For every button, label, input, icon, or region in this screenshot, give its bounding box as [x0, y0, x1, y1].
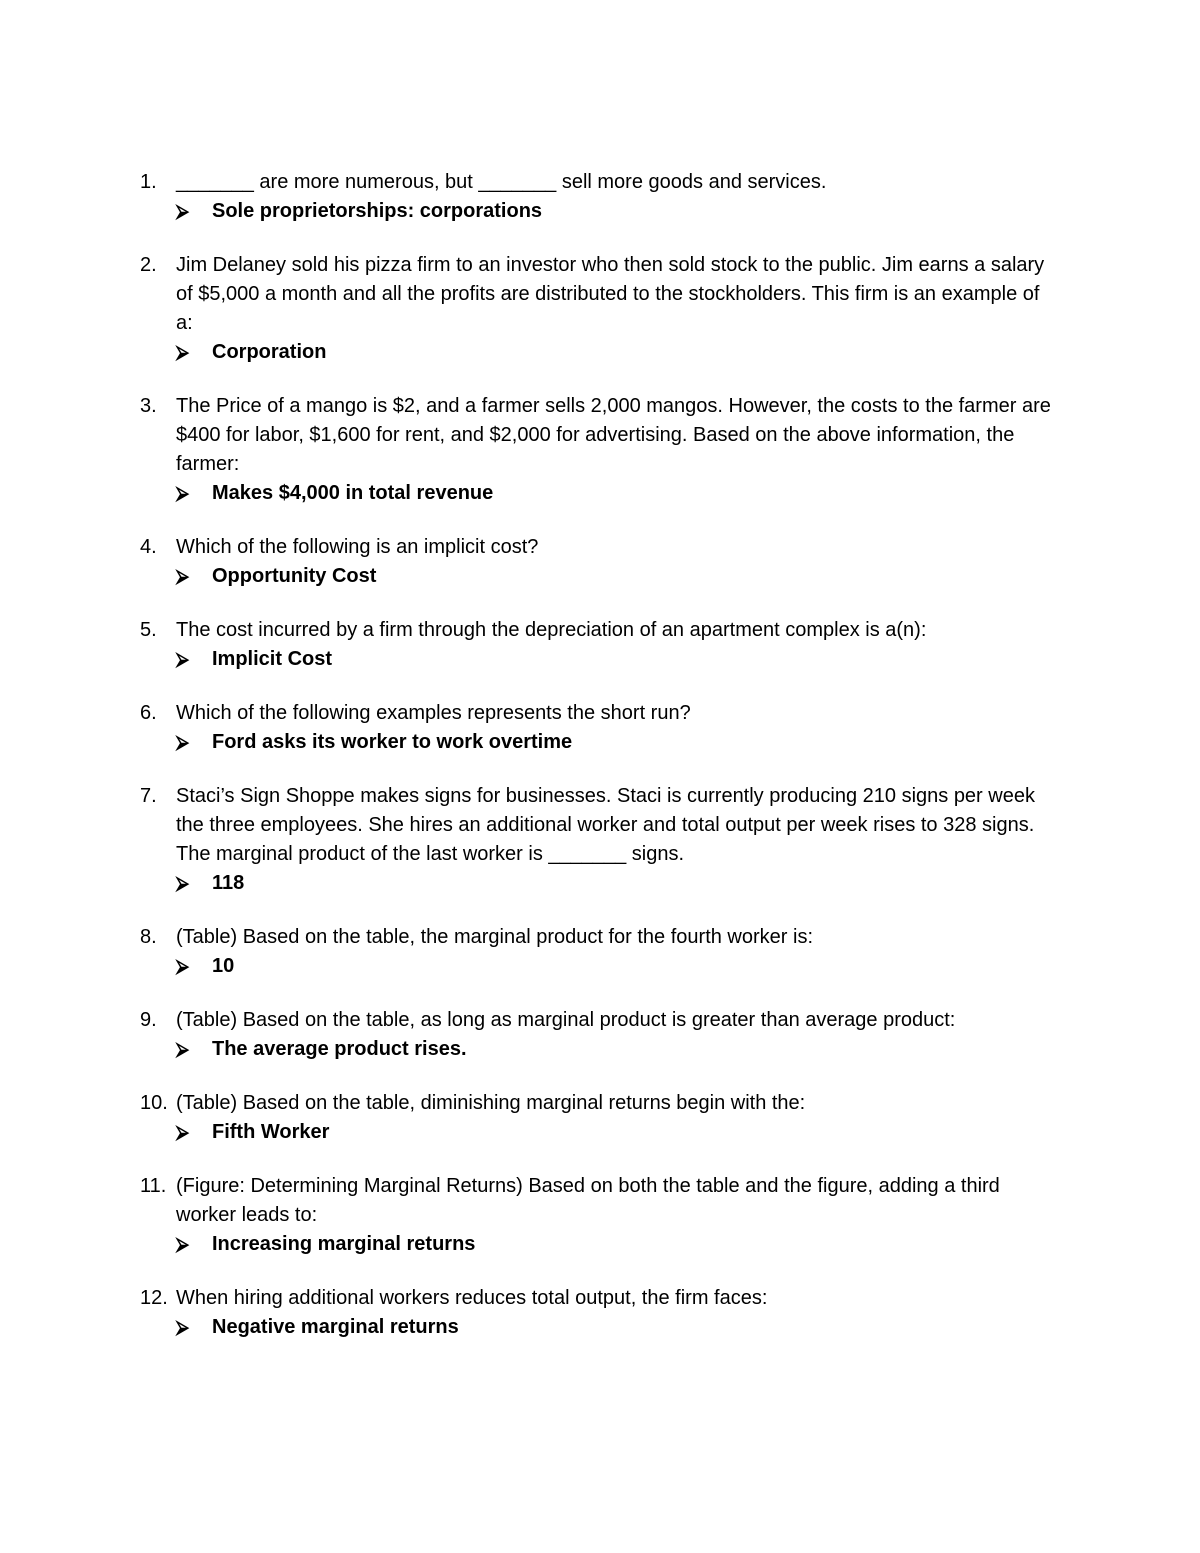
question-item: [140, 782, 1060, 898]
answer-text: Opportunity Cost: [212, 565, 377, 587]
question-item: [140, 923, 1060, 981]
question-text: (Table) Based on the table, diminishing marginal returns begin with the:: [176, 1092, 806, 1114]
question-number: 12.: [140, 1287, 168, 1309]
question-list: [140, 168, 1060, 1367]
arrowhead-bullet-icon: ⮚: [176, 483, 189, 503]
arrowhead-bullet-icon: ⮚: [176, 1317, 189, 1337]
answer-line: [176, 728, 1060, 757]
answer-text: 118: [212, 872, 245, 894]
arrowhead-bullet-icon: ⮚: [176, 201, 189, 221]
answer-text: Makes $4,000 in total revenue: [212, 482, 494, 504]
answer-line: [176, 1035, 1060, 1064]
question-item: [140, 699, 1060, 757]
answer-text: 10: [212, 955, 235, 977]
question-text: Jim Delaney sold his pizza firm to an investor who then sold stock to the public. Jim earns a salary of $5,000 a month and all the profits are distributed to the stockholders. This firm is an example of a:: [176, 254, 1045, 334]
answer-text: Fifth Worker: [212, 1121, 330, 1143]
question-text: (Figure: Determining Marginal Returns) Based on both the table and the figure, adding a third worker leads to:: [176, 1175, 1000, 1226]
answer-text: Ford asks its worker to work overtime: [212, 731, 573, 753]
question-text: When hiring additional workers reduces total output, the firm faces:: [176, 1287, 768, 1309]
answer-text: Implicit Cost: [212, 648, 333, 670]
question-item: [140, 168, 1060, 226]
arrowhead-bullet-icon: ⮚: [176, 873, 189, 893]
arrowhead-bullet-icon: ⮚: [176, 1122, 189, 1142]
question-text: (Table) Based on the table, the marginal product for the fourth worker is:: [176, 926, 814, 948]
question-number: 11.: [140, 1175, 167, 1197]
arrowhead-bullet-icon: ⮚: [176, 1234, 189, 1254]
arrowhead-bullet-icon: ⮚: [176, 956, 189, 976]
answer-line: [176, 869, 1060, 898]
question-text: _______ are more numerous, but _______ sell more goods and services.: [176, 171, 827, 193]
arrowhead-bullet-icon: ⮚: [176, 649, 189, 669]
question-text: Which of the following is an implicit cost?: [176, 536, 539, 558]
answer-line: [176, 338, 1060, 367]
question-item: [140, 392, 1060, 508]
question-number: 3.: [140, 395, 157, 417]
answer-line: [176, 1118, 1060, 1147]
answer-text: Negative marginal returns: [212, 1316, 459, 1338]
question-text: The cost incurred by a firm through the depreciation of an apartment complex is a(n):: [176, 619, 927, 641]
answer-line: [176, 562, 1060, 591]
arrowhead-bullet-icon: ⮚: [176, 566, 189, 586]
question-item: [140, 616, 1060, 674]
question-item: [140, 1006, 1060, 1064]
answer-line: [176, 1230, 1060, 1259]
answer-line: [176, 645, 1060, 674]
answer-line: [176, 952, 1060, 981]
answer-text: The average product rises.: [212, 1038, 467, 1060]
question-item: [140, 1284, 1060, 1342]
question-number: 10.: [140, 1092, 168, 1114]
question-item: [140, 533, 1060, 591]
question-number: 9.: [140, 1009, 157, 1031]
question-item: [140, 251, 1060, 367]
question-number: 8.: [140, 926, 157, 948]
question-item: [140, 1172, 1060, 1259]
question-item: [140, 1089, 1060, 1147]
question-number: 7.: [140, 785, 157, 807]
question-number: 4.: [140, 536, 157, 558]
answer-text: Increasing marginal returns: [212, 1233, 476, 1255]
answer-line: [176, 1313, 1060, 1342]
question-number: 5.: [140, 619, 157, 641]
answer-text: Sole proprietorships: corporations: [212, 200, 543, 222]
question-text: (Table) Based on the table, as long as marginal product is greater than average product:: [176, 1009, 956, 1031]
arrowhead-bullet-icon: ⮚: [176, 732, 189, 752]
arrowhead-bullet-icon: ⮚: [176, 1039, 189, 1059]
answer-line: [176, 197, 1060, 226]
question-number: 1.: [140, 171, 157, 193]
arrowhead-bullet-icon: ⮚: [176, 342, 189, 362]
answer-text: Corporation: [212, 341, 327, 363]
question-number: 6.: [140, 702, 157, 724]
question-text: Which of the following examples represents the short run?: [176, 702, 691, 724]
answer-line: [176, 479, 1060, 508]
question-text: The Price of a mango is $2, and a farmer sells 2,000 mangos. However, the costs to the farmer are $400 for labor, $1,600 for rent, and $2,000 for advertising. Based on the above information, the farmer:: [176, 395, 1051, 475]
question-number: 2.: [140, 254, 157, 276]
question-text: Staci’s Sign Shoppe makes signs for businesses. Staci is currently producing 210 signs per week the three employees. She hires an additional worker and total output per week rises to 328 signs. The marginal product of the last worker is _______ signs.: [176, 785, 1035, 865]
